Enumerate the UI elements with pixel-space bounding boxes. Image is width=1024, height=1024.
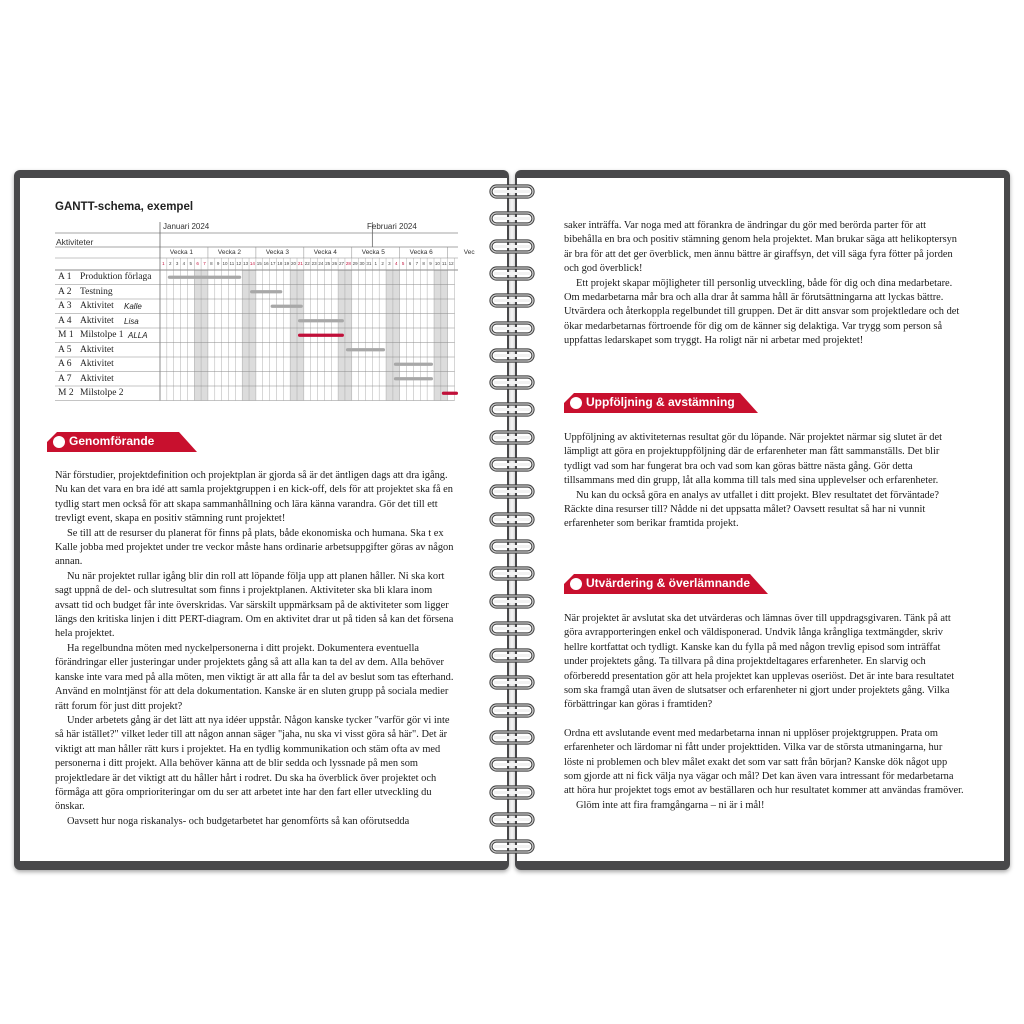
- gantt-row-code: A 6: [58, 359, 72, 369]
- gantt-day-number: 13: [243, 261, 249, 266]
- gantt-day-number: 8: [422, 261, 425, 266]
- gantt-day-number: 11: [229, 261, 235, 266]
- gantt-row-code: A 1: [58, 272, 72, 282]
- gantt-day-number: 26: [332, 261, 338, 266]
- gantt-day-number: 10: [434, 261, 440, 266]
- gantt-day-number: 17: [270, 261, 276, 266]
- paragraph: saker inträffa. Var noga med att förankra de ändringar du gör med berörda parter för att bibehålla en bra och positiv stämning genom hela projektet. Man brukar säga att helikoptersyn är bra för att det ger överblick, men ännu bättre är giraffsyn, det vill säga fyra fötter på jorden och god överblick!: [564, 220, 958, 275]
- paragraph: Glöm inte att fira framgångarna – ni är i mål!: [576, 799, 765, 811]
- spiral-ring: [488, 784, 536, 802]
- gantt-row-owner: ALLA: [128, 331, 148, 340]
- gantt-day-number: 7: [203, 261, 206, 266]
- bullet-circle-icon: [570, 578, 582, 590]
- gantt-row-name: Milstolpe 1: [80, 330, 124, 340]
- gantt-title: GANTT-schema, exempel: [55, 201, 194, 213]
- bullet-circle-icon: [53, 436, 65, 448]
- spiral-ring: [488, 320, 536, 338]
- spiral-ring: [488, 565, 536, 583]
- gantt-week-label: Vecka 5: [361, 249, 385, 256]
- gantt-day-number: 6: [196, 261, 199, 266]
- gantt-row-code: A 2: [58, 286, 72, 297]
- gantt-day-number: 2: [168, 261, 172, 266]
- gantt-day-number: 4: [395, 261, 398, 266]
- weekend-column: [393, 270, 400, 401]
- weekend-column: [386, 270, 393, 401]
- weekend-column: [201, 270, 208, 401]
- uppfoljning-body-text: [564, 431, 964, 532]
- paragraph: Oavsett hur noga riskanalys- och budgetarbetet har genomförts så kan oförutsedda: [67, 815, 410, 827]
- gantt-week-label: Vecka 6: [409, 249, 433, 256]
- gantt-day-number: 23: [311, 261, 317, 266]
- paragraph: Ha regelbundna möten med nyckelpersonerna i ditt projekt. Dokumentera eventuella förändringar eller justeringar under projektets gång så att alla kan ta del av dem. Alla behöver kanske inte vara med på alla möten, men viktigt är att alla får ta del av beslut som tas efterhand. Använd en molntjänst för att dela dokumentation. Kanske är en sluten grupp på sociala medier rätt forum för just ditt projekt?: [55, 642, 454, 712]
- spiral-ring: [488, 429, 536, 447]
- gantt-row-code: A 5: [58, 344, 72, 355]
- gantt-row-name: Aktivitet: [80, 373, 114, 384]
- gantt-bar: [271, 305, 303, 308]
- spiral-ring: [488, 511, 536, 529]
- gantt-activities-header: Aktiviteter: [56, 237, 94, 247]
- gantt-bar: [442, 392, 458, 395]
- spiral-ring: [488, 292, 536, 310]
- spiral-ring: [488, 647, 536, 665]
- gantt-row-name: Milstolpe 2: [80, 388, 124, 398]
- section-heading-uppfoljning: [564, 393, 758, 413]
- gantt-bar: [346, 348, 385, 351]
- gantt-month-jan: Januari 2024: [163, 222, 210, 231]
- paragraph: Under arbetets gång är det lätt att nya idéer uppstår. Någon kanske tycker "varför gör vi inte så här istället?" vilket leder till att någon annan säger "jaha, nu ska vi visst göra så här". Det är viktigt att man håller rätt kurs i projektet. Ha en tydlig kommunikation och stäm ofta av med personerna i ditt projekt. Alla behöver känna att de blir sedda och lyssnade på men som projektledare är det viktigt att du håller hårt i rodret. Du ska ha överblick över projektet och förmåga att göra omprioriteringar om du ser att arbetet inte har den fart eller utveckling du önskar.: [55, 714, 450, 813]
- gantt-bar: [394, 377, 433, 380]
- gantt-row-name: Testning: [80, 286, 113, 297]
- left-page: [20, 178, 507, 861]
- spiral-ring: [488, 374, 536, 392]
- gantt-day-number: 14: [249, 261, 255, 266]
- gantt-day-number: 2: [381, 261, 384, 266]
- weekend-column: [249, 270, 256, 401]
- gantt-row-name: Aktivitet: [80, 301, 114, 311]
- gantt-day-number: 15: [256, 261, 262, 266]
- gantt-day-number: 9: [216, 261, 220, 266]
- spiral-ring: [488, 401, 536, 419]
- gantt-day-number: 7: [415, 261, 419, 266]
- weekend-column: [194, 270, 201, 401]
- gantt-day-number: 22: [304, 261, 310, 266]
- gantt-day-number: 6: [408, 261, 412, 266]
- paragraph: Ordna ett avslutande event med medarbetarna innan ni upplöser projektgruppen. Prata om erfarenheter och lärdomar ni fått under projekttiden. Vilka var de största utmaningarna, hur löste ni problemen och blev målet exakt det som var satt från början? Kanske dök något upp som gjorde att ni fick välja nya vägar och mål? Det kan även vara intressant för medarbetarna att höra hur projektet togs emot av beställaren och hur resultatet kommer att användas framöver.: [564, 727, 964, 797]
- gantt-day-number: 10: [222, 261, 228, 266]
- paragraph: Ett projekt skapar möjligheter till personlig utveckling, både för dig och dina medarbetare. Om medarbetarna mår bra och alla drar åt samma håll är förutsättningarna att lyckas bättre. Utvärdera och återkoppla regelbundet till gruppen. Det är ditt ansvar som projektledare och det ökar medarbetarnas förtroende för dig om de känner sig delaktiga. Var trygg som person så uppfattas ledarskapet som tryggt. Ha roligt när ni arbetar med projektet!: [564, 277, 960, 347]
- section-heading-utvardering: [564, 574, 768, 594]
- gantt-day-number: 8: [210, 261, 213, 266]
- gantt-row-owner: Lisa: [124, 316, 139, 326]
- gantt-day-number: 24: [318, 261, 324, 266]
- gantt-week-label: Vecka 2: [217, 249, 241, 256]
- gantt-grid: [55, 220, 458, 405]
- gantt-day-number: 28: [345, 261, 351, 266]
- gantt-row-code: A 3: [58, 301, 72, 311]
- gantt-day-number: 31: [366, 261, 372, 266]
- gantt-bar: [168, 276, 241, 279]
- gantt-day-number: 18: [277, 261, 283, 266]
- section-title: Utvärdering & överlämnande: [586, 576, 751, 590]
- gantt-row-name: Aktivitet: [80, 315, 114, 326]
- gantt-day-number: 21: [297, 261, 303, 266]
- utvardering-body-text: [564, 612, 964, 813]
- gantt-row-code: M 1: [58, 330, 74, 340]
- gantt-day-number: 9: [429, 261, 432, 266]
- bullet-circle-icon: [570, 397, 582, 409]
- paragraph: Nu kan du också göra en analys av utfallet i ditt projekt. Blev resultatet det förväntade? Räckte dina resurser till? Nådde ni det uppsatta målet? Oavsett resultat så har ni vunnit erfarenheter som berikar framtida projekt.: [564, 489, 939, 530]
- spiral-ring: [488, 811, 536, 829]
- section-heading-genomforande: [47, 432, 197, 452]
- gantt-row-name: Aktivitet: [80, 359, 114, 369]
- spiral-ring: [488, 620, 536, 638]
- spiral-ring: [488, 238, 536, 256]
- right-page: [517, 178, 1004, 861]
- weekend-column: [434, 270, 441, 401]
- spiral-binding: [488, 175, 536, 875]
- gantt-day-number: 29: [352, 261, 358, 266]
- paragraph: Se till att de resurser du planerat för finns på plats, både ekonomiska och humana. Ska t ex Kalle jobba med projektet under tre veckor måste hans ordinarie arbetsuppgifter göras av någon annan.: [55, 527, 454, 568]
- gantt-month-feb: Februari 2024: [367, 222, 417, 231]
- gantt-row-owner: Kalle: [124, 302, 142, 311]
- gantt-week-label: Vecka 3: [265, 249, 289, 256]
- spiral-ring: [488, 265, 536, 283]
- section-title: Genomförande: [69, 434, 155, 448]
- gantt-week-label: Vec: [463, 249, 475, 256]
- gantt-row-name: Produktion förlaga: [80, 272, 152, 282]
- gantt-day-number: 5: [401, 261, 405, 266]
- paragraph: När förstudier, projektdefinition och projektplan är gjorda så är det äntligen dags att dra igång. Nu kan det vara en bra idé att samla projektgruppen i en kick-off, dels för att projektet ska få en tydlig start men också för att skapa sammanhållning och lära känna varandra. Gör det till ett trevligt event, skapa en positiv stämning runt projektet!: [55, 470, 453, 525]
- weekend-column: [441, 270, 448, 401]
- weekend-column: [242, 270, 249, 401]
- gantt-day-number: 1: [162, 261, 165, 266]
- weekend-column: [345, 270, 352, 401]
- gantt-week-label: Vecka 1: [169, 249, 194, 256]
- spiral-ring: [488, 456, 536, 474]
- paragraph: Uppföljning av aktiviteternas resultat gör du löpande. När projektet närmar sig slutet är det lämpligt att göra en projektuppföljning där de erfarenheter man fått sammanställs. Det blir tydligt vad som har fungerat bra och vad som kan göras bättre nästa gång. Gör detta tillsammans med din grupp, låt alla komma till tals med sina upplevelser och erfarenheter.: [564, 432, 942, 487]
- spiral-ring: [488, 702, 536, 720]
- gantt-day-number: 4: [182, 261, 186, 266]
- gantt-day-number: 1: [374, 261, 377, 266]
- gantt-day-number: 27: [338, 261, 344, 266]
- spiral-ring: [488, 210, 536, 228]
- weekend-column: [290, 270, 297, 401]
- gantt-row-name: Aktivitet: [80, 344, 114, 355]
- gantt-day-number: 19: [284, 261, 290, 266]
- gantt-day-number: 3: [175, 261, 179, 266]
- section-title: Uppföljning & avstämning: [586, 395, 735, 409]
- spiral-ring: [488, 183, 536, 201]
- gantt-day-number: 11: [441, 261, 447, 266]
- gantt-bar: [394, 363, 433, 366]
- paragraph: När projektet är avslutat ska det utvärderas och lämnas över till uppdragsgivaren. Tänk på att göra avrapporteringen enkel och väldisponerad. Undvik långa krångliga textmängder, skriv hellre kortfattat och tydligt. Kanske kan du fylla på med någon trevlig episod som inträffat under projektets gång. Ta tillvara på dina projektdeltagares erfarenheter. En slarvig och oförberedd presentation gör att hela projektet kan upplevas oseriöst. Det är inte bara resultatet som ska framgå utan även de slutsatser och erfarenheter ni gjort under projektets gång. Vilka förbättringar kan göras i framtiden?: [564, 613, 955, 711]
- spiral-ring: [488, 838, 536, 856]
- gantt-bar: [298, 319, 344, 322]
- right-intro-text: [564, 219, 964, 349]
- gantt-week-label: Vecka 4: [313, 249, 337, 256]
- paragraph: Nu när projektet rullar igång blir din roll att löpande följa upp att planen håller. Ni ska kort sagt uppnå de del- och slutresultat som finns i projektplanen. Aktiviteter ska bli klara inom avsatt tid och budget får inte överskridas. Var särskilt uppmärksam på de aktiviteter som ligger längs den kritiska linjen i ditt PERT-diagram. Om en aktivitet drar ut på tiden så kan det försena hela projektet.: [55, 570, 454, 640]
- gantt-day-number: 25: [325, 261, 331, 266]
- gantt-day-number: 16: [263, 261, 269, 266]
- gantt-day-number: 20: [291, 261, 297, 266]
- gantt-day-number: 5: [189, 261, 193, 266]
- gantt-row-code: M 2: [58, 388, 74, 398]
- gantt-bar: [250, 290, 282, 293]
- spiral-ring: [488, 674, 536, 692]
- left-body-text: [55, 469, 458, 829]
- gantt-day-number: 12: [236, 261, 242, 266]
- spiral-ring: [488, 756, 536, 774]
- gantt-row-code: A 4: [58, 315, 72, 326]
- gantt-day-number: 30: [359, 261, 365, 266]
- spiral-ring: [488, 538, 536, 556]
- gantt-bar: [298, 334, 344, 337]
- spiral-ring: [488, 729, 536, 747]
- spiral-ring: [488, 593, 536, 611]
- gantt-day-number: 3: [388, 261, 391, 266]
- gantt-row-code: A 7: [58, 373, 72, 384]
- gantt-chart: [55, 220, 475, 405]
- gantt-day-number: 12: [448, 261, 454, 266]
- spiral-ring: [488, 483, 536, 501]
- spiral-ring: [488, 347, 536, 365]
